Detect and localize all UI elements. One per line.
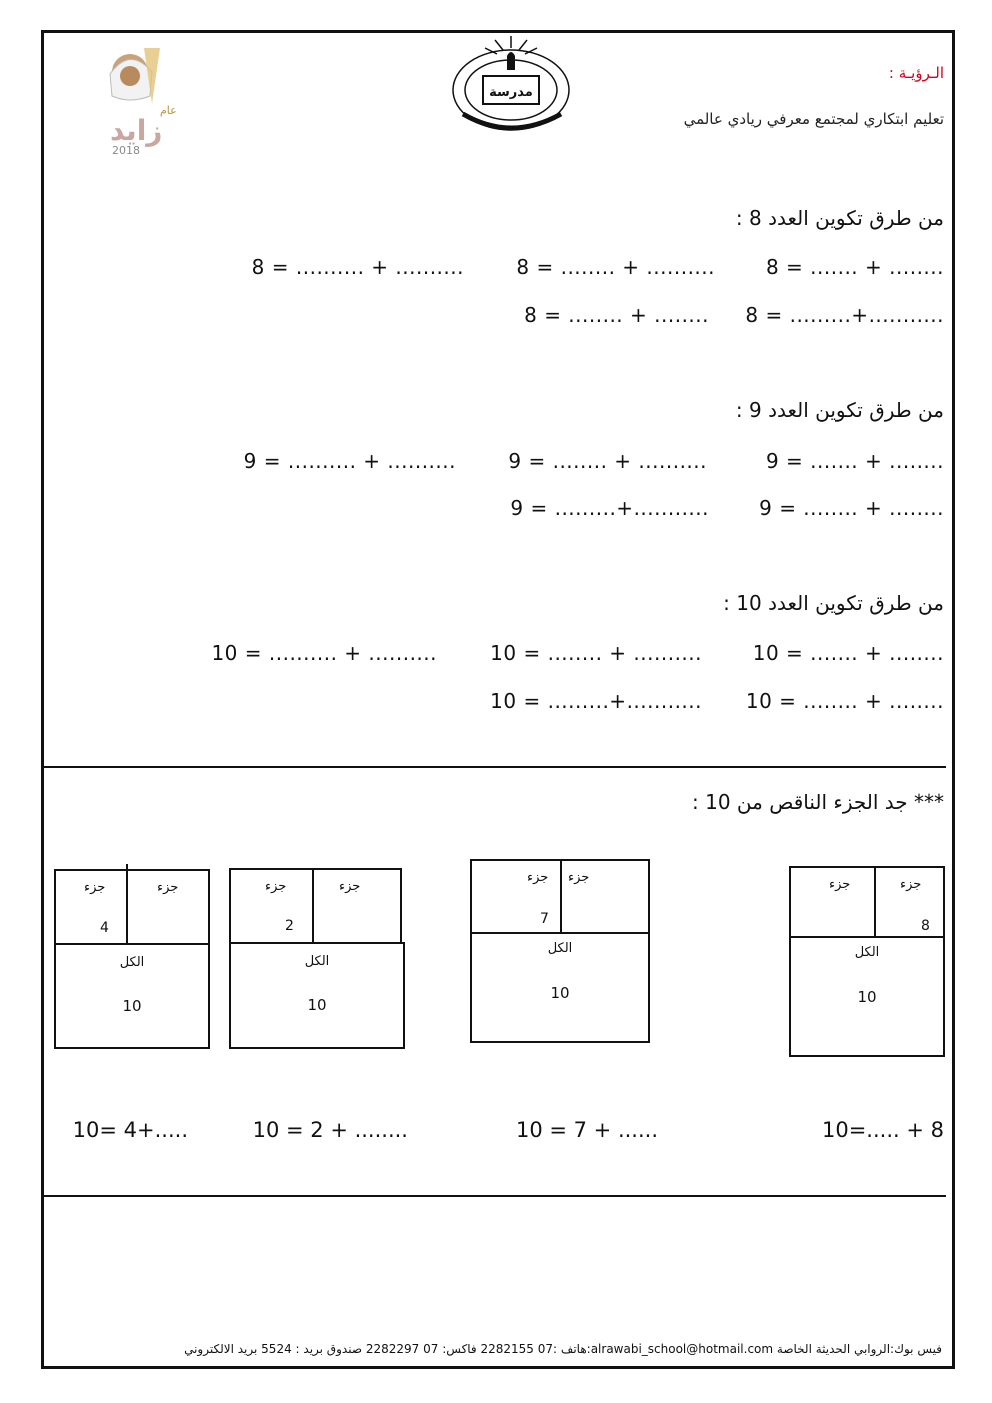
equation-9-4[interactable]: 9 = ........ + ........ [759,496,944,520]
whole-label: الكل [304,954,330,969]
equation-8-4[interactable]: 8 = .........+........... [745,303,944,327]
part-label: جزء [84,880,106,895]
answer-equation-7[interactable]: 10 = 7 + ...... [515,1118,658,1142]
bottom-divider [44,1195,946,1197]
known-part-value: 8 [921,918,930,934]
answer-equation-8[interactable]: 10=..... + 8 [821,1118,944,1142]
equation-10-2[interactable]: 10 = ........ + .......... [490,641,702,665]
svg-text:مدرسة: مدرسة [489,85,533,100]
whole-label: الكل [547,941,573,956]
school-emblem-logo-icon [443,34,583,134]
part-label: جزء [527,870,549,885]
section-title-9: من طرق تكوين العدد 9 : [735,398,944,422]
equation-9-2[interactable]: 9 = ........ + .......... [508,449,707,473]
whole-value: 10 [857,988,877,1006]
known-part-value: 2 [285,918,294,934]
equation-10-5[interactable]: 10 = .........+........... [490,689,702,713]
equation-10-4[interactable]: 10 = ........ + ........ [745,689,944,713]
section-title-8: من طرق تكوين العدد 8 : [735,206,944,230]
equation-9-5[interactable]: 9 = .........+........... [510,496,709,520]
whole-value: 10 [122,997,142,1015]
section-title-10: من طرق تكوين العدد 10 : [723,591,944,615]
answer-equation-4[interactable]: 10= 4+..... [72,1118,188,1142]
part-label: جزء [265,879,287,894]
whole-label: الكل [119,955,145,970]
equation-8-5[interactable]: 8 = ........ + ........ [524,303,709,327]
known-part-value: 7 [540,911,549,927]
whole-value: 10 [550,984,570,1002]
vision-text: تعليم ابتكاري لمجتمع معرفي ريادي عالمي [683,110,944,128]
part-label: جزء [900,877,922,892]
zayed-year-logo-icon [100,44,190,160]
svg-text:2018: 2018 [112,144,140,157]
part-label: جزء [829,877,851,892]
vision-title: الـرؤيـة : [888,64,944,82]
part-label: جزء [568,870,590,885]
footer-contact: هاتف :07 2282155 فاكس: 07 2282297 صندوق بريد : 5524 بريد الالكتروني:alrawabi_school@hotmail.com فيس بوك:الروابي الحديثة الخاصة [184,1342,942,1356]
whole-label: الكل [854,945,880,960]
equation-9-3[interactable]: 9 = .......... + .......... [243,449,456,473]
known-part-value: 4 [100,920,109,936]
equation-8-1[interactable]: 8 = ....... + ........ [765,255,944,279]
equation-8-2[interactable]: 8 = ........ + .......... [516,255,715,279]
part-label: جزء [339,879,361,894]
equation-10-1[interactable]: 10 = ....... + ........ [752,641,944,665]
svg-text:زايد: زايد [110,114,163,147]
equation-10-3[interactable]: 10 = .......... + .......... [211,641,437,665]
svg-text:عام: عام [160,104,177,117]
answer-equation-2[interactable]: 10 = 2 + ........ [252,1118,408,1142]
whole-value: 10 [307,996,327,1014]
section-divider [44,766,946,768]
equation-9-1[interactable]: 9 = ....... + ........ [765,449,944,473]
part-label: جزء [157,880,179,895]
missing-part-title: *** جد الجزء الناقص من 10 : [692,790,944,814]
equation-8-3[interactable]: 8 = .......... + .......... [251,255,464,279]
